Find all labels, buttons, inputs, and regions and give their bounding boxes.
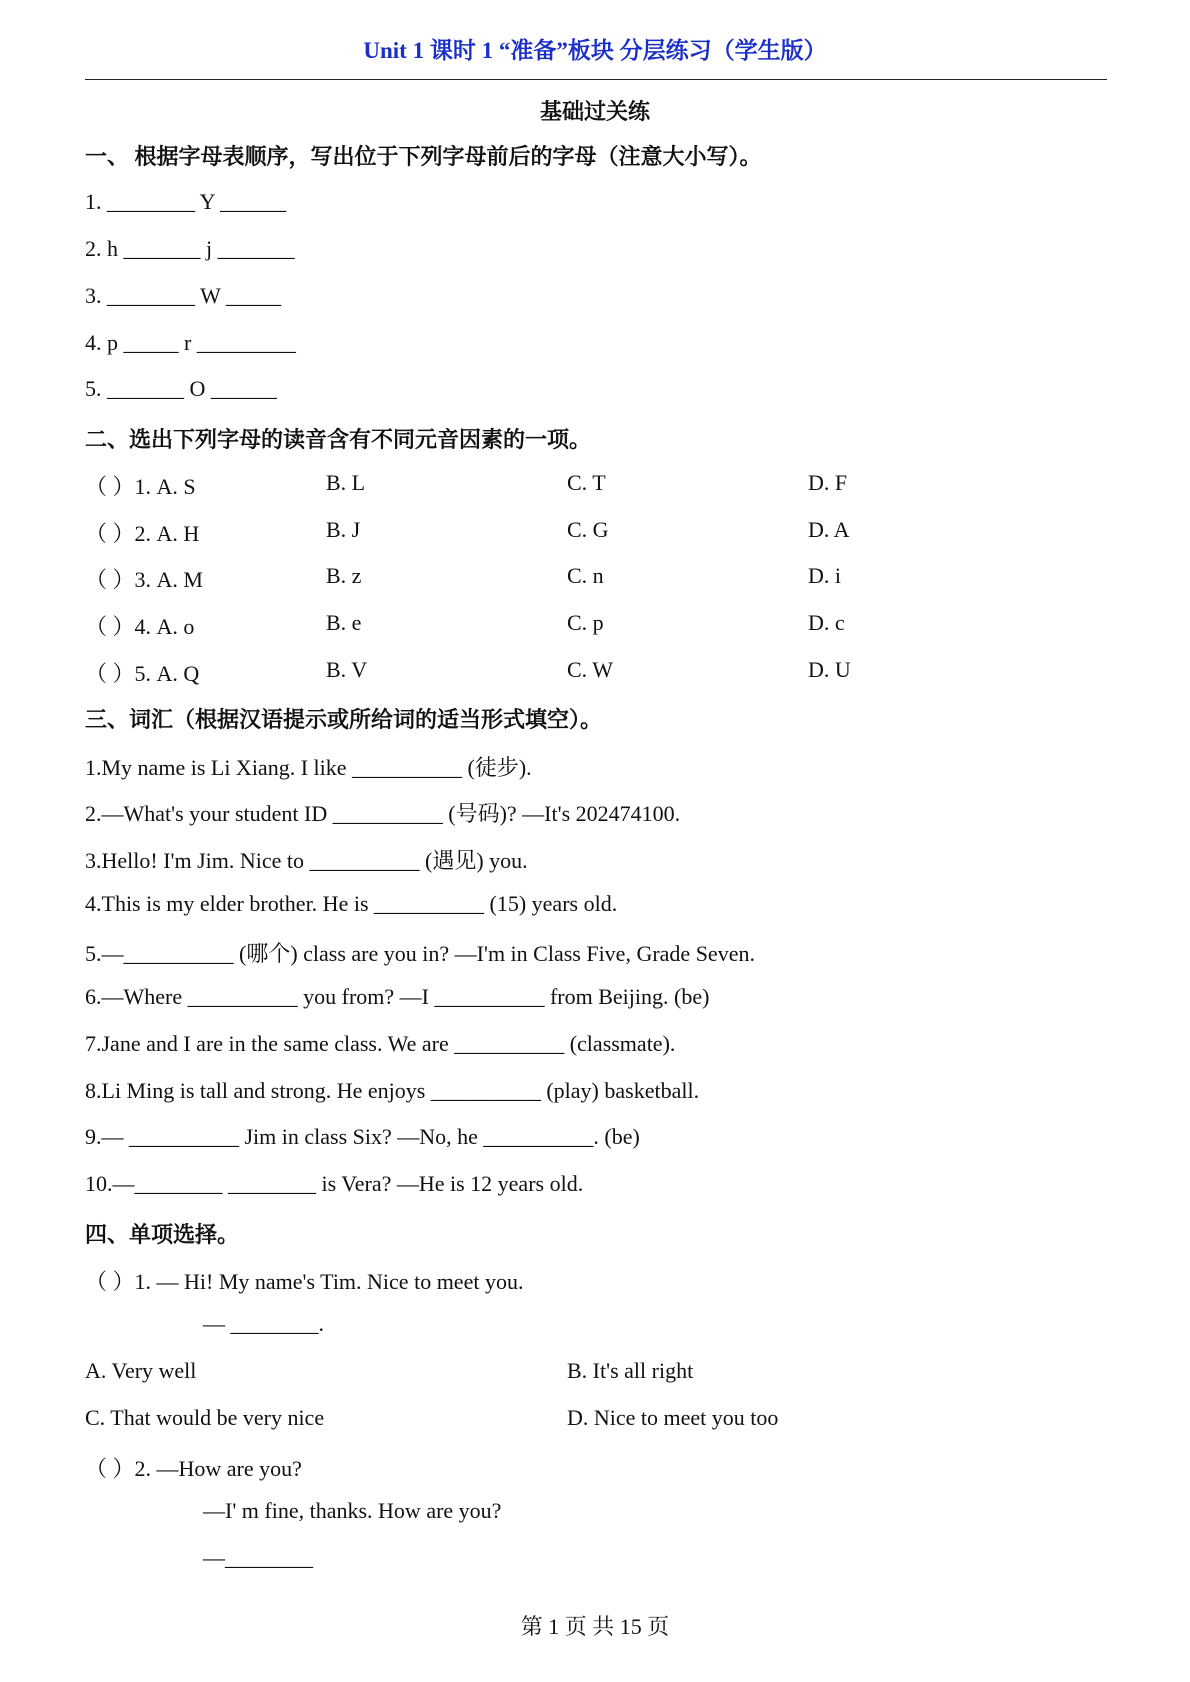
section2-option-d: D. c (808, 610, 845, 635)
section3-item: 8.Li Ming is tall and strong. He enjoys __________ (play) basketball. (85, 1078, 700, 1103)
section2-option-b: B. e (326, 610, 362, 635)
section2-option-c: C. p (567, 610, 604, 635)
section4-q2-stem: （ ）2. —How are you? (85, 1456, 302, 1481)
section4-q1-stem: （ ）1. — Hi! My name's Tim. Nice to meet you. (85, 1269, 524, 1294)
section2-option-d: D. F (808, 470, 848, 495)
section2-heading: 二、选出下列字母的读音含有不同元音因素的一项。 (85, 427, 592, 452)
section3-item: 1.My name is Li Xiang. I like __________ (徒步). (85, 755, 532, 780)
section3-item: 4.This is my elder brother. He is __________ (15) years old. (85, 891, 618, 916)
section2-option-c: C. n (567, 563, 604, 588)
section3-item: 10.—________ ________ is Vera? —He is 12 years old. (85, 1171, 584, 1196)
section2-option-c: C. T (567, 470, 606, 495)
section4-q1-option-c: C. That would be very nice (85, 1405, 325, 1430)
section4-q2-dialogue: —I' m fine, thanks. How are you? (203, 1498, 502, 1523)
section1-item: 5. _______ O ______ (85, 376, 277, 401)
section3-item: 6.—Where __________ you from? —I __________ from Beijing. (be) (85, 984, 710, 1009)
section2-option-d: D. A (808, 517, 850, 542)
section3-item: 3.Hello! I'm Jim. Nice to __________ (遇见) you. (85, 848, 528, 873)
page-footer: 第 1 页 共 15 页 (520, 1614, 670, 1639)
section4-q2-answer-line: —________ (203, 1545, 313, 1570)
section2-option-b: B. J (326, 517, 361, 542)
section4-heading: 四、单项选择。 (85, 1222, 240, 1247)
section3-item: 7.Jane and I are in the same class. We are __________ (classmate). (85, 1031, 676, 1056)
section2-question: （ ）1. A. S (85, 474, 196, 499)
header-divider (85, 79, 1107, 80)
section3-heading: 三、词汇（根据汉语提示或所给词的适当形式填空）。 (85, 707, 603, 732)
section4-q1-option-b: B. It's all right (567, 1358, 694, 1383)
section1-item: 3. ________ W _____ (85, 283, 281, 308)
section1-item: 1. ________ Y ______ (85, 189, 287, 214)
section2-option-c: C. W (567, 657, 614, 682)
section1-item: 2. h _______ j _______ (85, 236, 295, 261)
section3-item: 2.—What's your student ID __________ (号码)? —It's 202474100. (85, 801, 681, 826)
section4-q1-option-a: A. Very well (85, 1358, 197, 1383)
section1-item: 4. p _____ r _________ (85, 330, 296, 355)
section2-option-c: C. G (567, 517, 609, 542)
section2-question: （ ）3. A. M (85, 567, 203, 592)
section2-question: （ ）4. A. o (85, 614, 195, 639)
section3-item: 5.—__________ (哪个) class are you in? —I'm in Class Five, Grade Seven. (85, 941, 755, 966)
section2-option-d: D. U (808, 657, 851, 682)
section2-option-b: B. V (326, 657, 368, 682)
section4-q1-answer-line: — ________. (203, 1311, 324, 1336)
section2-option-b: B. L (326, 470, 366, 495)
section2-option-b: B. z (326, 563, 362, 588)
section4-q1-option-d: D. Nice to meet you too (567, 1405, 779, 1430)
section3-item: 9.— __________ Jim in class Six? —No, he __________. (be) (85, 1124, 640, 1149)
section1-heading: 一、 根据字母表顺序，写出位于下列字母前后的字母（注意大小写）。 (85, 144, 762, 169)
section2-option-d: D. i (808, 563, 841, 588)
section2-question: （ ）2. A. H (85, 521, 200, 546)
page-header-title: Unit 1 课时 1 “准备”板块 分层练习（学生版） (363, 38, 827, 63)
section-subtitle: 基础过关练 (539, 99, 650, 124)
section2-question: （ ）5. A. Q (85, 661, 200, 686)
